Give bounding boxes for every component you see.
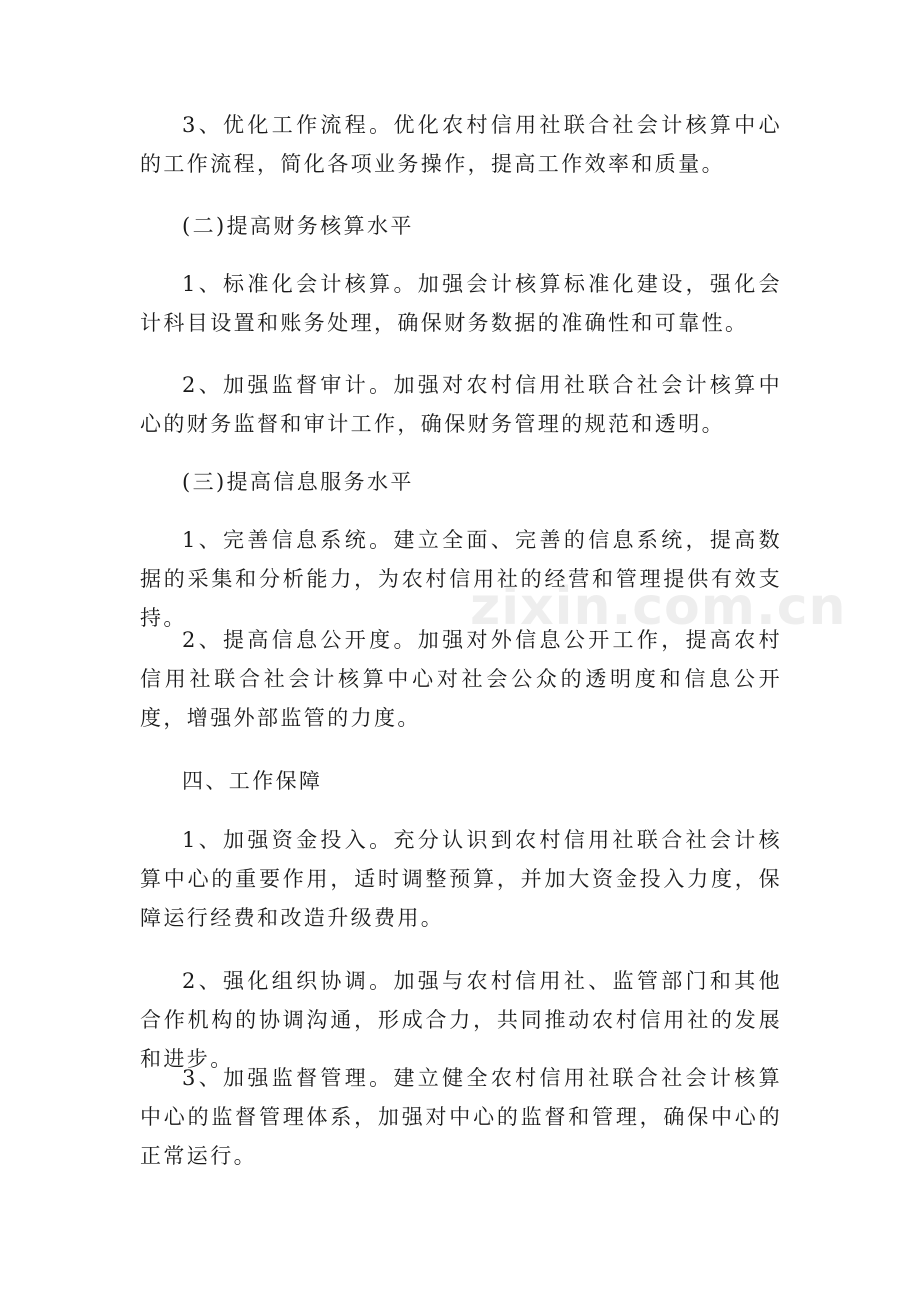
heading-work-guarantee: 四、工作保障 <box>182 769 323 793</box>
paragraph-supervision-audit: 2、加强监督审计。加强对农村信用社联合社会计核算中心的财务监督和审计工作，确保财务管理的规范和透明。 <box>140 373 782 436</box>
paragraph-information-disclosure: 2、提高信息公开度。加强对外信息公开工作，提高农村信用社联合社会计核算中心对社会公众的透明度和信息公开度，增强外部监管的力度。 <box>140 628 782 730</box>
paragraph-information-system: 1、完善信息系统。建立全面、完善的信息系统，提高数据的采集和分析能力，为农村信用社的经营和管理提供有效支持。 <box>140 528 782 630</box>
heading-information-service: (三)提高信息服务水平 <box>182 470 414 494</box>
paragraph-organization-coordination: 2、强化组织协调。加强与农村信用社、监管部门和其他合作机构的协调沟通，形成合力，共同推动农村信用社的发展和进步。 <box>140 969 782 1071</box>
paragraph-funding-input: 1、加强资金投入。充分认识到农村信用社联合社会计核算中心的重要作用，适时调整预算，并加大资金投入力度，保障运行经费和改造升级费用。 <box>140 828 782 930</box>
heading-accounting-level: (二)提高财务核算水平 <box>182 214 414 238</box>
paragraph-optimize-workflow: 3、优化工作流程。优化农村信用社联合社会计核算中心的工作流程，简化各项业务操作，提高工作效率和质量。 <box>140 113 782 176</box>
paragraph-standardize-accounting: 1、标准化会计核算。加强会计核算标准化建设，强化会计科目设置和账务处理，确保财务数据的准确性和可靠性。 <box>140 272 782 335</box>
watermark-text: zixin.com.cn <box>470 577 847 637</box>
paragraph-supervision-management: 3、加强监督管理。建立健全农村信用社联合社会计核算中心的监督管理体系，加强对中心的监督和管理，确保中心的正常运行。 <box>140 1066 782 1168</box>
